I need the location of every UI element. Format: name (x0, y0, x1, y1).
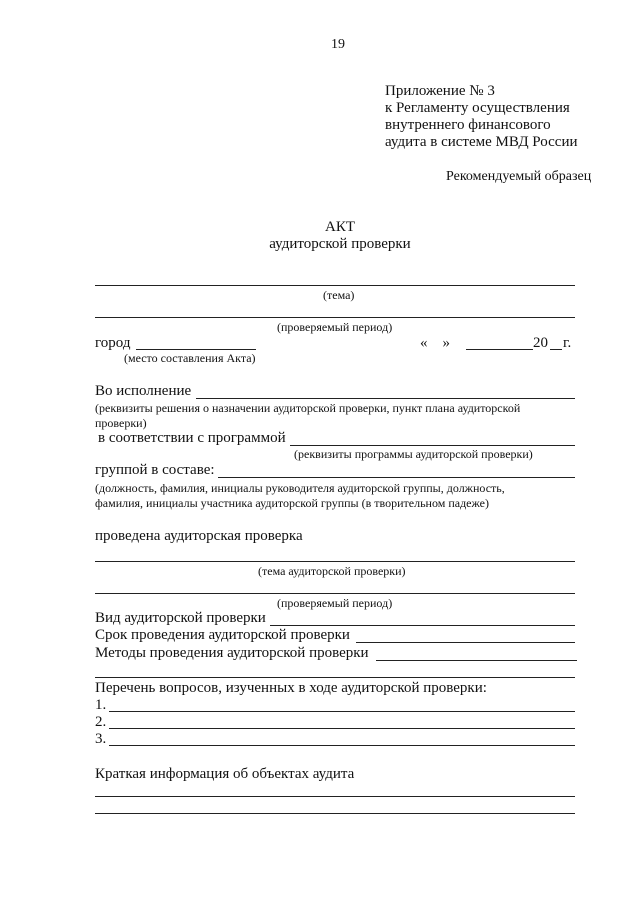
decision-caption: (реквизиты решения о назначении аудиторской проверки, пункт плана аудиторской (95, 401, 521, 415)
date-month-line (466, 349, 533, 350)
execution-label: Во исполнение (95, 383, 192, 399)
place-caption: (место составления Акта) (124, 351, 256, 365)
brief-info-label: Краткая информация об объектах аудита (95, 766, 355, 782)
date-year-suffix: г. (563, 335, 572, 351)
kind-label: Вид аудиторской проверки (95, 610, 266, 626)
date-year-prefix: 20 (533, 335, 548, 351)
group-label: группой в составе: (95, 462, 215, 478)
methods-line (376, 660, 577, 661)
brief-info-line-1 (95, 796, 575, 797)
question-2-line (109, 728, 575, 729)
conducted-label: проведена аудиторская проверка (95, 528, 303, 544)
term-line (356, 642, 575, 643)
according-label: в соответствии с программой (98, 430, 286, 446)
act-title: АКТ (325, 219, 355, 235)
act-subtitle: аудиторской проверки (269, 236, 411, 252)
audit-period-caption: (проверяемый период) (277, 596, 393, 610)
program-line (290, 445, 575, 446)
methods-label: Методы проведения аудиторской проверки (95, 645, 369, 661)
audit-topic-caption: (тема аудиторской проверки) (258, 564, 406, 578)
appendix-line-3: внутреннего финансового (385, 117, 551, 133)
questions-label: Перечень вопросов, изученных в ходе аудиторской проверки: (95, 680, 487, 696)
group-caption-2: фамилия, инициалы участника аудиторской группы (в творительном падеже) (95, 496, 489, 510)
date-year-line (550, 349, 562, 350)
topic-line (95, 285, 575, 286)
appendix-line-1: Приложение № 3 (385, 83, 495, 99)
topic-caption: (тема) (323, 288, 355, 302)
kind-line (270, 625, 575, 626)
methods-line-2 (95, 677, 575, 678)
program-caption: (реквизиты программы аудиторской проверки) (294, 447, 533, 461)
appendix-line-2: к Регламенту осуществления (385, 100, 570, 116)
recommended-sample: Рекомендуемый образец (446, 169, 592, 184)
question-1-line (109, 711, 575, 712)
page-number: 19 (331, 37, 345, 52)
period-caption: (проверяемый период) (277, 320, 393, 334)
city-line (136, 349, 256, 350)
date-day: « » (420, 335, 450, 351)
term-label: Срок проведения аудиторской проверки (95, 627, 350, 643)
question-1-number: 1. (95, 697, 107, 713)
group-line (218, 477, 575, 478)
audit-period-line (95, 593, 575, 594)
period-line (95, 317, 575, 318)
question-3-line (109, 745, 575, 746)
execution-line (196, 398, 575, 399)
city-label: город (95, 335, 131, 351)
decision-caption-cont: проверки) (95, 416, 147, 430)
appendix-line-4: аудита в системе МВД России (385, 134, 578, 150)
brief-info-line-2 (95, 813, 575, 814)
question-3-number: 3. (95, 731, 107, 747)
group-caption-1: (должность, фамилия, инициалы руководителя аудиторской группы, должность, (95, 481, 505, 495)
question-2-number: 2. (95, 714, 107, 730)
audit-topic-line (95, 561, 575, 562)
